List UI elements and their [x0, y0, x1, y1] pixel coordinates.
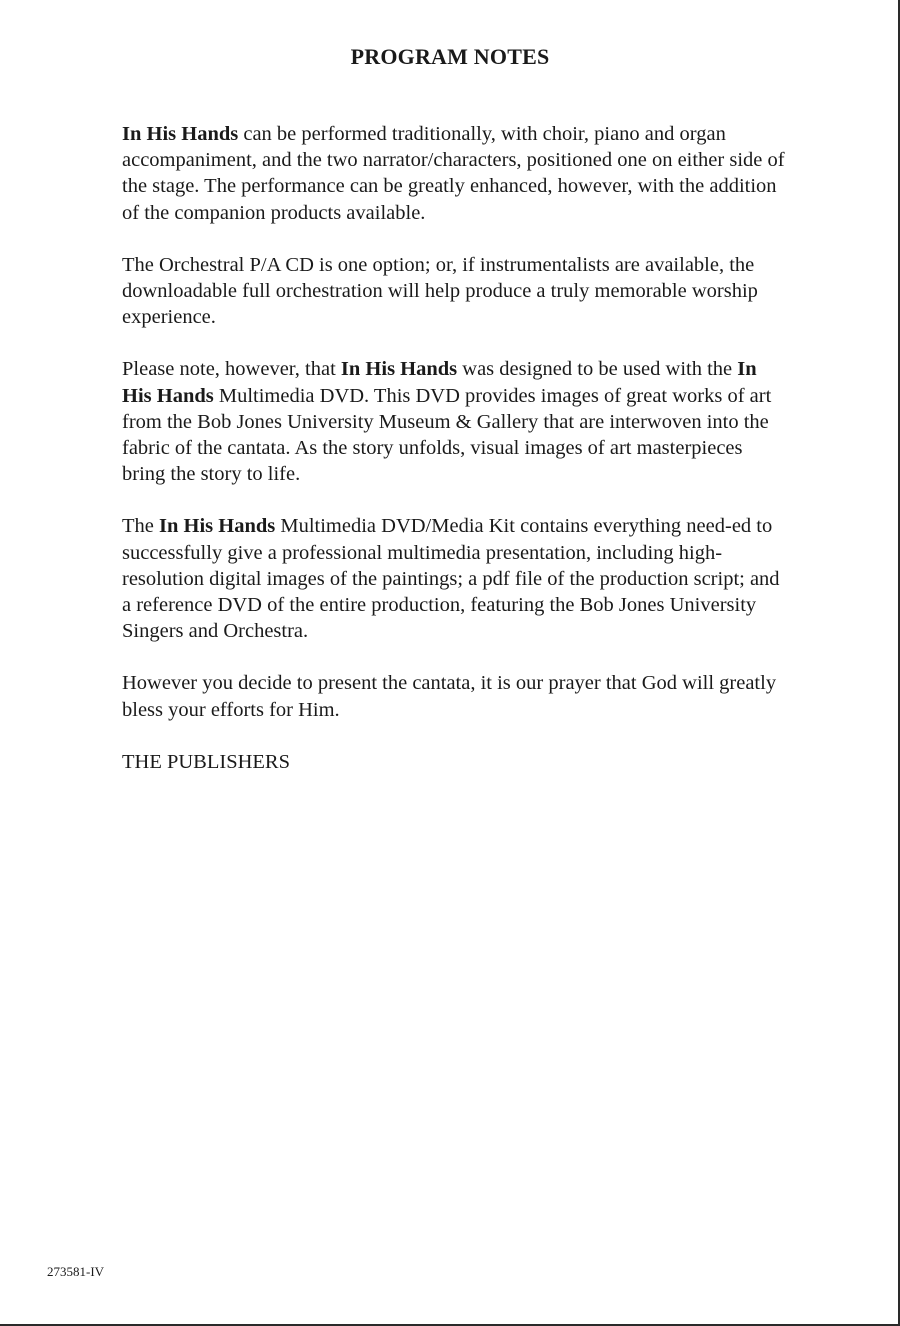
- paragraph-orchestral: The Orchestral P/A CD is one option; or, if instrumentalists are available, the downloadable full orchestration will help produce a truly memorable worship experience.: [122, 253, 758, 329]
- paragraph-closing: However you decide to present the cantata, it is our prayer that God will greatly bless your efforts for Him.: [122, 672, 777, 721]
- paragraph-intro: [122, 121, 786, 226]
- signature: THE PUBLISHERS: [122, 750, 291, 773]
- page-title: PROGRAM NOTES: [350, 44, 550, 69]
- paragraph-intro-text: can be performed traditionally, with choir, piano and organ accompaniment, and the two narrator/characters, positioned one on either side of the stage. The performance can be greatly enhanced, however, with the addition of the companion products available.: [122, 123, 785, 224]
- paragraph-text: The: [122, 515, 159, 538]
- paragraph-text: was designed to be used with the: [457, 358, 738, 381]
- paragraph-text: Please note, however, that: [122, 358, 341, 381]
- program-notes-body: [122, 121, 786, 801]
- work-title-bold: In His Hands: [122, 358, 757, 407]
- paragraph-text: Multimedia DVD. This DVD provides images of great works of art from the Bob Jones University Museum & Gallery that are interwoven into the fabric of the cantata. As the story unfolds, visual images of art masterpieces bring the story to life.: [122, 384, 772, 486]
- work-title-bold: In His Hands: [159, 515, 276, 538]
- catalog-number: 273581-IV: [47, 1264, 105, 1279]
- work-title-bold: In His Hands: [340, 358, 458, 381]
- paragraph-media-kit: [122, 513, 786, 644]
- paragraph-multimedia-dvd: [122, 356, 786, 487]
- paragraph-text: Multimedia DVD/Media Kit contains everything need-ed to successfully give a professional multimedia presentation, including high-resolution digital images of the paintings; a pdf file of the production script; and a reference DVD of the entire production, featuring the Bob Jones University Singers and Orchestra.: [122, 515, 780, 643]
- work-title-bold: In His Hands: [122, 123, 239, 145]
